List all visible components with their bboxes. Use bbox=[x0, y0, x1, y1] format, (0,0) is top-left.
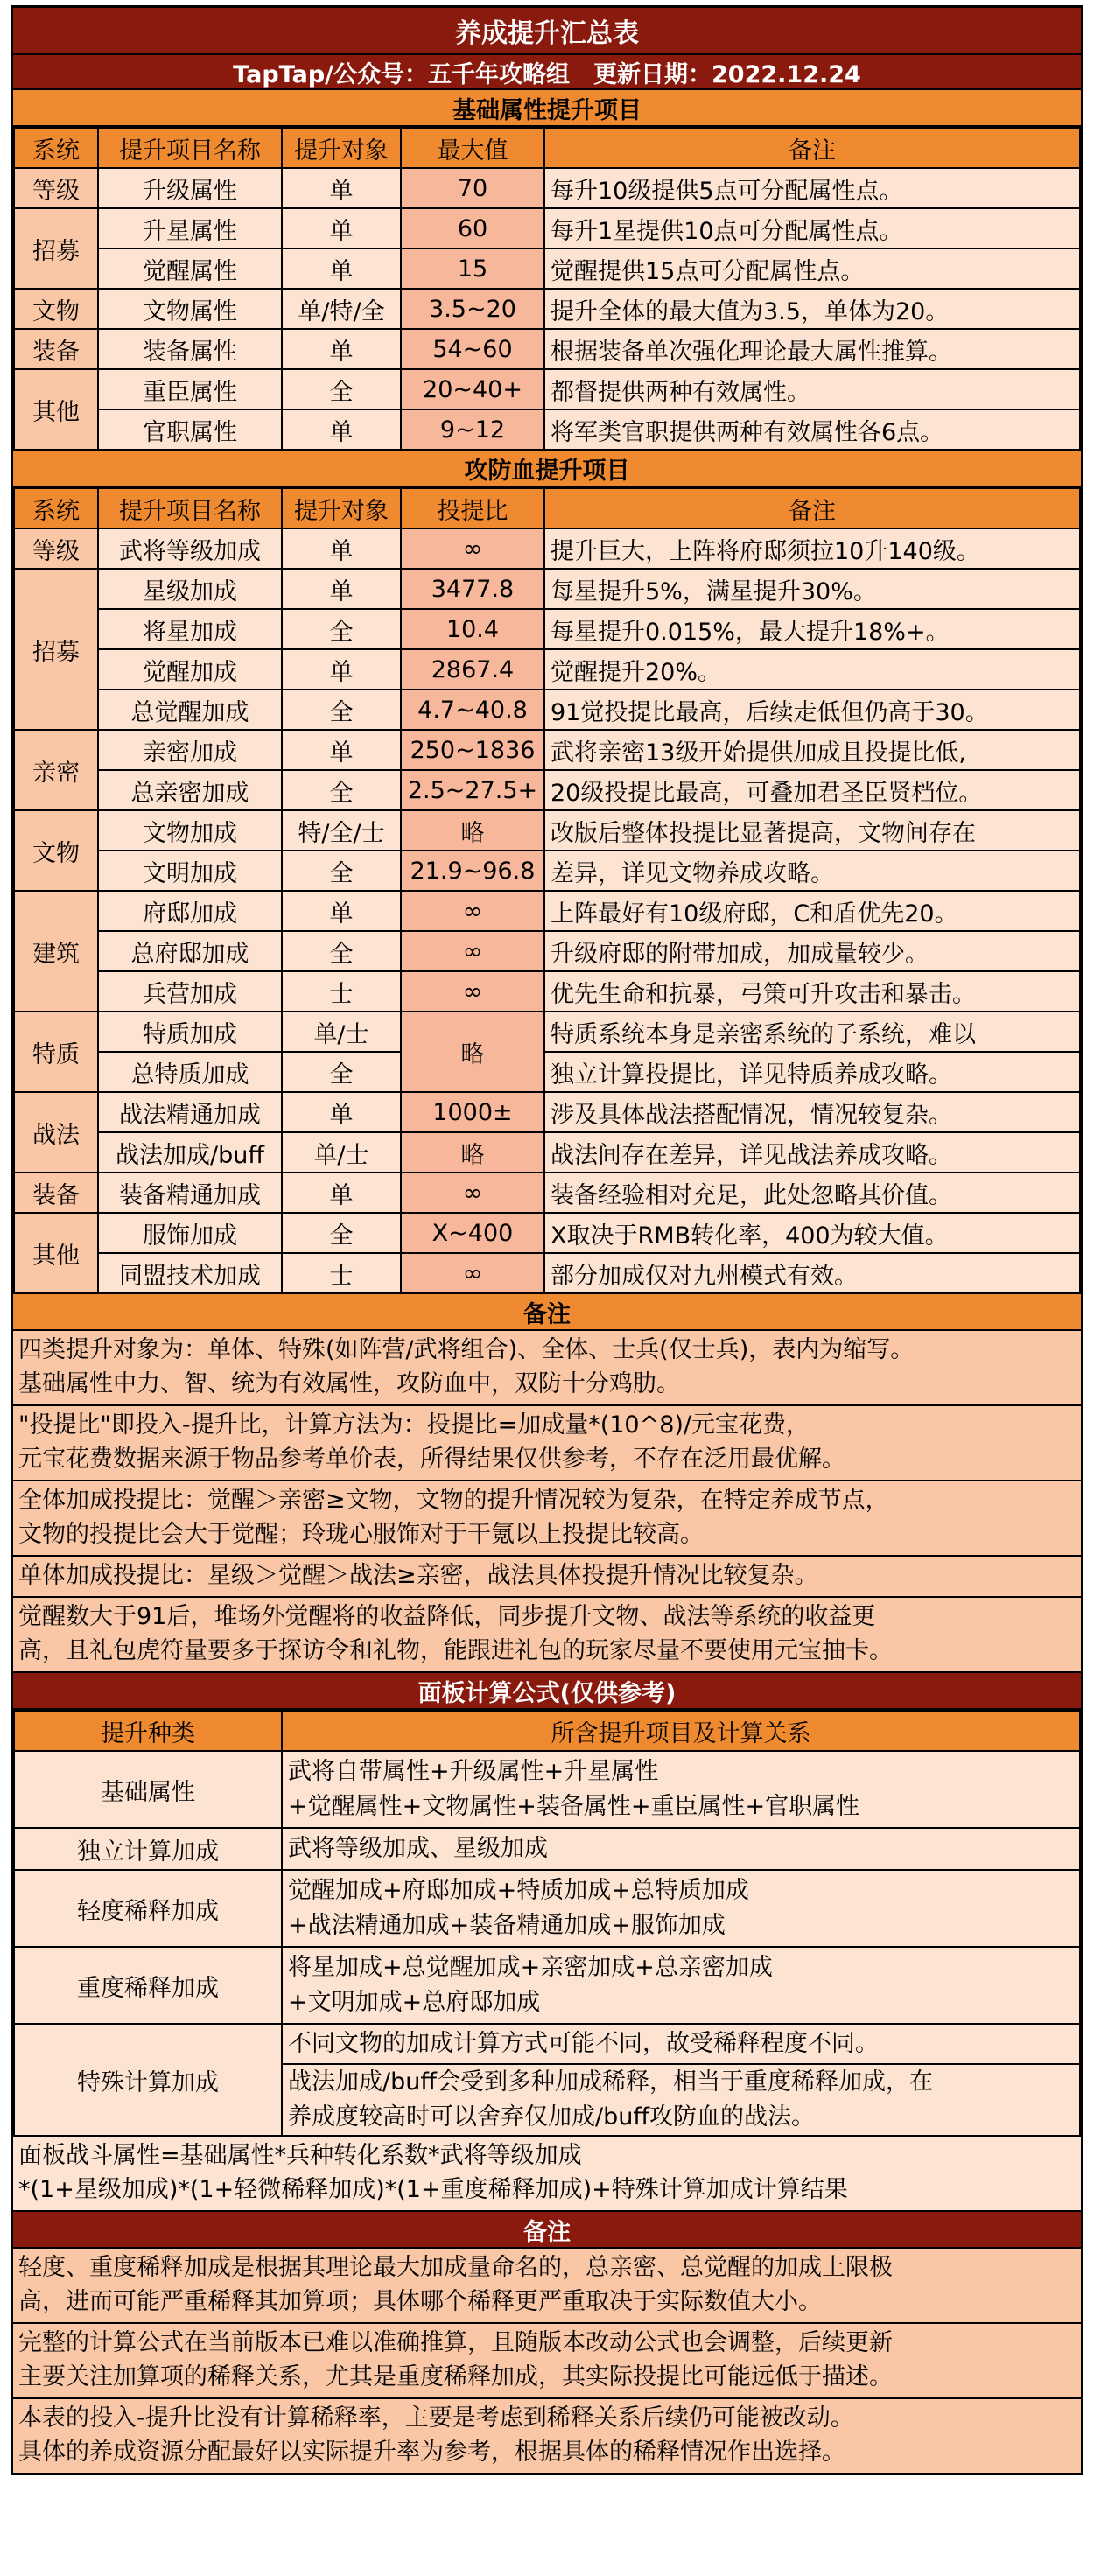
notes-block bbox=[13, 1406, 1081, 1481]
kind-cell: 重度稀释加成 bbox=[14, 1947, 282, 2024]
note-cell: 独立计算投提比，详见特质养成攻略。 bbox=[544, 1052, 1080, 1092]
table-row bbox=[14, 850, 1080, 891]
notes-block bbox=[13, 2399, 1081, 2473]
item-cell: 总府邸加成 bbox=[98, 931, 282, 971]
table-row bbox=[14, 1132, 1080, 1172]
note-line: 本表的投入-提升比没有计算稀释率，主要是考虑到稀释关系后续仍可能被改动。 bbox=[18, 2404, 854, 2432]
item-cell: 战法精通加成 bbox=[98, 1092, 282, 1132]
target-cell: 单 bbox=[282, 168, 401, 208]
relation-cell bbox=[282, 1947, 1080, 2024]
target-cell: 单/士 bbox=[282, 1132, 401, 1172]
note-cell: 都督提供两种有效属性。 bbox=[544, 369, 1080, 410]
target-cell: 单 bbox=[282, 1092, 401, 1132]
table-row bbox=[14, 369, 1080, 410]
table-row bbox=[14, 1052, 1080, 1092]
attack-section-title: 攻防血提升项目 bbox=[13, 451, 1081, 487]
target-cell: 全 bbox=[282, 609, 401, 649]
value-cell: 10.4 bbox=[401, 609, 544, 649]
note-cell: 每星提升5%，满星提升30%。 bbox=[544, 569, 1080, 609]
target-cell: 单 bbox=[282, 248, 401, 289]
target-cell: 单 bbox=[282, 528, 401, 569]
table-row bbox=[14, 1870, 1080, 1947]
table-row bbox=[14, 528, 1080, 569]
note-cell: 将军类官职提供两种有效属性各6点。 bbox=[544, 410, 1080, 450]
note-cell: 提升巨大，上阵将府邸须拉10升140级。 bbox=[544, 528, 1080, 569]
item-cell: 文明加成 bbox=[98, 850, 282, 891]
note-line: 四类提升对象为：单体、特殊(如阵营/武将组合)、全体、士兵(仅士兵)，表内为缩写。 bbox=[18, 1336, 915, 1363]
note-line: 觉醒数大于91后，堆场外觉醒将的收益降低，同步提升文物、战法等系统的收益更 bbox=[18, 1603, 876, 1630]
note-cell: 优先生命和抗暴，弓策可升攻击和暴击。 bbox=[544, 971, 1080, 1012]
item-cell: 觉醒加成 bbox=[98, 649, 282, 690]
note-cell: 武将亲密13级开始提供加成且投提比低, bbox=[544, 730, 1080, 770]
sheet-subtitle: TapTap/公众号：五千年攻略组 更新日期：2022.12.24 bbox=[13, 55, 1081, 90]
note-cell: 91觉投提比最高，后续走低但仍高于30。 bbox=[544, 690, 1080, 730]
table-row bbox=[14, 1213, 1080, 1253]
relation-line: +战法精通加成+装备精通加成+服饰加成 bbox=[288, 1912, 726, 1939]
formula-line: *(1+星级加成)*(1+轻微稀释加成)*(1+重度稀释加成)+特殊计算加成计算结果 bbox=[18, 2176, 848, 2203]
col-item: 提升项目名称 bbox=[98, 488, 282, 528]
note-cell: 上阵最好有10级府邸，C和盾优先20。 bbox=[544, 891, 1080, 931]
note-line: 文物的投提比会大于觉醒；玲珑心服饰对于干氪以上投提比较高。 bbox=[18, 1521, 704, 1548]
value-cell: 3477.8 bbox=[401, 569, 544, 609]
table-row bbox=[14, 1751, 1080, 1828]
note-cell: 部分加成仅对九州模式有效。 bbox=[544, 1253, 1080, 1293]
note-line: "投提比"即投入-提升比，计算方法为：投提比=加成量*(10^8)/元宝花费， bbox=[18, 1411, 810, 1438]
notes-block bbox=[13, 2249, 1081, 2324]
value-cell: 1000± bbox=[401, 1092, 544, 1132]
value-cell: 略 bbox=[401, 810, 544, 850]
relation-line: 将星加成+总觉醒加成+亲密加成+总亲密加成 bbox=[288, 1954, 773, 1981]
target-cell: 特/全/士 bbox=[282, 810, 401, 850]
item-cell: 总觉醒加成 bbox=[98, 690, 282, 730]
note-cell: 涉及具体战法搭配情况，情况较复杂。 bbox=[544, 1092, 1080, 1132]
table-row bbox=[14, 1172, 1080, 1213]
note-cell: 升级府邸的附带加成，加成量较少。 bbox=[544, 931, 1080, 971]
col-system: 系统 bbox=[14, 128, 98, 168]
value-cell: 4.7~40.8 bbox=[401, 690, 544, 730]
item-cell: 兵营加成 bbox=[98, 971, 282, 1012]
target-cell: 单 bbox=[282, 649, 401, 690]
value-cell: 54~60 bbox=[401, 329, 544, 369]
sheet-title: 养成提升汇总表 bbox=[13, 8, 1081, 55]
table-row bbox=[14, 329, 1080, 369]
relation-line: 武将等级加成、星级加成 bbox=[288, 1835, 548, 1862]
table-row bbox=[14, 770, 1080, 810]
note-cell: 觉醒提供15点可分配属性点。 bbox=[544, 248, 1080, 289]
table-row bbox=[14, 810, 1080, 850]
system-cell: 特质 bbox=[14, 1012, 98, 1092]
relation-cell bbox=[282, 1751, 1080, 1828]
note-cell: 差异，详见文物养成攻略。 bbox=[544, 850, 1080, 891]
system-cell: 招募 bbox=[14, 569, 98, 730]
value-cell: ∞ bbox=[401, 528, 544, 569]
value-cell: 15 bbox=[401, 248, 544, 289]
relation-line: 不同文物的加成计算方式可能不同，故受稀释程度不同。 bbox=[283, 2025, 1079, 2065]
system-cell: 其他 bbox=[14, 369, 98, 450]
item-cell: 同盟技术加成 bbox=[98, 1253, 282, 1293]
notes-block bbox=[13, 1598, 1081, 1673]
item-cell: 将星加成 bbox=[98, 609, 282, 649]
note-cell: 特质系统本身是亲密系统的子系统，难以 bbox=[544, 1012, 1080, 1052]
table-row bbox=[14, 1253, 1080, 1293]
system-cell: 等级 bbox=[14, 528, 98, 569]
relation-cell bbox=[282, 1828, 1080, 1870]
value-cell: ∞ bbox=[401, 1253, 544, 1293]
note-line: 具体的养成资源分配最好以实际提升率为参考，根据具体的稀释情况作出选择。 bbox=[18, 2439, 845, 2466]
item-cell: 战法加成/buff bbox=[98, 1132, 282, 1172]
note-cell: 改版后整体投提比显著提高，文物间存在 bbox=[544, 810, 1080, 850]
item-cell: 府邸加成 bbox=[98, 891, 282, 931]
attack-table bbox=[13, 487, 1081, 1294]
value-cell: ∞ bbox=[401, 931, 544, 971]
col-ratio: 投提比 bbox=[401, 488, 544, 528]
summary-sheet bbox=[11, 5, 1083, 2475]
target-cell: 单 bbox=[282, 410, 401, 450]
target-cell: 士 bbox=[282, 1253, 401, 1293]
item-cell: 总亲密加成 bbox=[98, 770, 282, 810]
kind-cell: 特殊计算加成 bbox=[14, 2024, 282, 2136]
note-cell: 觉醒提升20%。 bbox=[544, 649, 1080, 690]
value-cell: 3.5~20 bbox=[401, 289, 544, 329]
system-cell: 战法 bbox=[14, 1092, 98, 1172]
note-line: 高，且礼包虎符量要多于探访令和礼物，能跟进礼包的玩家尽量不要使用元宝抽卡。 bbox=[18, 1637, 893, 1664]
table-row bbox=[14, 289, 1080, 329]
col-kind: 提升种类 bbox=[14, 1711, 282, 1751]
formula-header-row bbox=[14, 1711, 1080, 1751]
target-cell: 单 bbox=[282, 891, 401, 931]
table-row bbox=[14, 891, 1080, 931]
value-cell: ∞ bbox=[401, 891, 544, 931]
value-cell: ∞ bbox=[401, 971, 544, 1012]
system-cell: 其他 bbox=[14, 1213, 98, 1293]
target-cell: 单 bbox=[282, 329, 401, 369]
note-cell: 每升10级提供5点可分配属性点。 bbox=[544, 168, 1080, 208]
notes-block bbox=[13, 1557, 1081, 1598]
relation-line: 觉醒加成+府邸加成+特质加成+总特质加成 bbox=[288, 1877, 749, 1904]
target-cell: 全 bbox=[282, 369, 401, 410]
target-cell: 全 bbox=[282, 690, 401, 730]
target-cell: 单 bbox=[282, 730, 401, 770]
note-cell: 提升全体的最大值为3.5，单体为20。 bbox=[544, 289, 1080, 329]
system-cell: 招募 bbox=[14, 208, 98, 289]
notes-block bbox=[13, 1331, 1081, 1406]
table-row bbox=[14, 971, 1080, 1012]
note-line: 单体加成投提比：星级＞觉醒＞战法≥亲密，战法具体投提升情况比较复杂。 bbox=[18, 1562, 818, 1589]
relation-cell bbox=[282, 2024, 1080, 2136]
system-cell: 建筑 bbox=[14, 891, 98, 1012]
item-cell: 文物属性 bbox=[98, 289, 282, 329]
value-cell: 250~1836 bbox=[401, 730, 544, 770]
target-cell: 单 bbox=[282, 1172, 401, 1213]
table-row bbox=[14, 569, 1080, 609]
table-row bbox=[14, 1012, 1080, 1052]
value-cell: ∞ bbox=[401, 1172, 544, 1213]
value-cell: X~400 bbox=[401, 1213, 544, 1253]
target-cell: 全 bbox=[282, 1213, 401, 1253]
note-line: 基础属性中力、智、统为有效属性，攻防血中，双防十分鸡肋。 bbox=[18, 1370, 680, 1397]
relation-line: +文明加成+总府邸加成 bbox=[288, 1989, 541, 2016]
col-note: 备注 bbox=[544, 128, 1080, 168]
table-row bbox=[14, 248, 1080, 289]
item-cell: 升星属性 bbox=[98, 208, 282, 248]
item-cell: 星级加成 bbox=[98, 569, 282, 609]
relation-line: 武将自带属性+升级属性+升星属性 bbox=[288, 1758, 659, 1785]
item-cell: 文物加成 bbox=[98, 810, 282, 850]
system-cell: 亲密 bbox=[14, 730, 98, 810]
item-cell: 武将等级加成 bbox=[98, 528, 282, 569]
formula-summary bbox=[13, 2137, 1081, 2212]
table-row bbox=[14, 1947, 1080, 2024]
note-line: 高，进而可能严重稀释其加算项；具体哪个稀释更严重取决于实际数值大小。 bbox=[18, 2288, 822, 2315]
item-cell: 重臣属性 bbox=[98, 369, 282, 410]
target-cell: 全 bbox=[282, 931, 401, 971]
table-row bbox=[14, 2024, 1080, 2136]
system-cell: 等级 bbox=[14, 168, 98, 208]
notes-block bbox=[13, 1481, 1081, 1557]
table-row bbox=[14, 1828, 1080, 1870]
value-cell: 21.9~96.8 bbox=[401, 850, 544, 891]
table-row bbox=[14, 730, 1080, 770]
relation-line: 战法加成/buff会受到多种加成稀释，相当于重度稀释加成，在 bbox=[288, 2068, 933, 2096]
formula-table bbox=[13, 1710, 1081, 2137]
attack-header-row bbox=[14, 488, 1080, 528]
item-cell: 装备精通加成 bbox=[98, 1172, 282, 1213]
table-row bbox=[14, 168, 1080, 208]
note-cell: 装备经验相对充足，此处忽略其价值。 bbox=[544, 1172, 1080, 1213]
note-line: 轻度、重度稀释加成是根据其理论最大加成量命名的，总亲密、总觉醒的加成上限极 bbox=[18, 2254, 893, 2281]
value-cell: 9~12 bbox=[401, 410, 544, 450]
table-row bbox=[14, 649, 1080, 690]
value-cell: 60 bbox=[401, 208, 544, 248]
relation-cell bbox=[282, 1870, 1080, 1947]
target-cell: 单 bbox=[282, 569, 401, 609]
note-line: 全体加成投提比：觉醒＞亲密≥文物，文物的提升情况较为复杂，在特定养成节点， bbox=[18, 1487, 889, 1514]
kind-cell: 独立计算加成 bbox=[14, 1828, 282, 1870]
table-row bbox=[14, 690, 1080, 730]
formula-section-title: 面板计算公式(仅供参考) bbox=[13, 1673, 1081, 1710]
system-cell: 装备 bbox=[14, 1172, 98, 1213]
col-note: 备注 bbox=[544, 488, 1080, 528]
item-cell: 总特质加成 bbox=[98, 1052, 282, 1092]
value-cell: 略 bbox=[401, 1012, 544, 1092]
notes2-section-title: 备注 bbox=[13, 2212, 1081, 2249]
kind-cell: 基础属性 bbox=[14, 1751, 282, 1828]
note-cell: 每升1星提供10点可分配属性点。 bbox=[544, 208, 1080, 248]
item-cell: 亲密加成 bbox=[98, 730, 282, 770]
target-cell: 单 bbox=[282, 208, 401, 248]
item-cell: 服饰加成 bbox=[98, 1213, 282, 1253]
table-row bbox=[14, 609, 1080, 649]
note-line: 元宝花费数据来源于物品参考单价表，所得结果仅供参考，不存在泛用最优解。 bbox=[18, 1446, 845, 1473]
note-line: 主要关注加算项的稀释关系，尤其是重度稀释加成，其实际投提比可能远低于描述。 bbox=[18, 2363, 893, 2390]
system-cell: 文物 bbox=[14, 289, 98, 329]
table-row bbox=[14, 410, 1080, 450]
system-cell: 装备 bbox=[14, 329, 98, 369]
value-cell: 20~40+ bbox=[401, 369, 544, 410]
col-item: 提升项目名称 bbox=[98, 128, 282, 168]
table-row bbox=[14, 208, 1080, 248]
value-cell: 2.5~27.5+ bbox=[401, 770, 544, 810]
note-cell: 战法间存在差异，详见战法养成攻略。 bbox=[544, 1132, 1080, 1172]
formula-line: 面板战斗属性=基础属性*兵种转化系数*武将等级加成 bbox=[18, 2142, 582, 2169]
target-cell: 士 bbox=[282, 971, 401, 1012]
item-cell: 官职属性 bbox=[98, 410, 282, 450]
col-target: 提升对象 bbox=[282, 488, 401, 528]
target-cell: 单/特/全 bbox=[282, 289, 401, 329]
relation-line: 养成度较高时可以舍弃仅加成/buff攻防血的战法。 bbox=[288, 2104, 815, 2131]
target-cell: 全 bbox=[282, 1052, 401, 1092]
item-cell: 装备属性 bbox=[98, 329, 282, 369]
note-line: 完整的计算公式在当前版本已难以准确推算，且随版本改动公式也会调整，后续更新 bbox=[18, 2329, 893, 2356]
note-cell: 根据装备单次强化理论最大属性推算。 bbox=[544, 329, 1080, 369]
notes-section-title: 备注 bbox=[13, 1294, 1081, 1331]
table-row bbox=[14, 931, 1080, 971]
col-target: 提升对象 bbox=[282, 128, 401, 168]
note-cell: 20级投提比最高，可叠加君圣臣贤档位。 bbox=[544, 770, 1080, 810]
notes-block bbox=[13, 2324, 1081, 2399]
item-cell: 觉醒属性 bbox=[98, 248, 282, 289]
value-cell: 70 bbox=[401, 168, 544, 208]
note-cell: 每星提升0.015%，最大提升18%+。 bbox=[544, 609, 1080, 649]
note-cell: X取决于RMB转化率，400为较大值。 bbox=[544, 1213, 1080, 1253]
col-max: 最大值 bbox=[401, 128, 544, 168]
target-cell: 全 bbox=[282, 850, 401, 891]
basic-table bbox=[13, 127, 1081, 451]
item-cell: 特质加成 bbox=[98, 1012, 282, 1052]
table-row bbox=[14, 1092, 1080, 1132]
item-cell: 升级属性 bbox=[98, 168, 282, 208]
target-cell: 单/士 bbox=[282, 1012, 401, 1052]
kind-cell: 轻度稀释加成 bbox=[14, 1870, 282, 1947]
value-cell: 略 bbox=[401, 1132, 544, 1172]
basic-section-title: 基础属性提升项目 bbox=[13, 90, 1081, 127]
basic-header-row bbox=[14, 128, 1080, 168]
system-cell: 文物 bbox=[14, 810, 98, 891]
col-system: 系统 bbox=[14, 488, 98, 528]
col-relation: 所含提升项目及计算关系 bbox=[282, 1711, 1080, 1751]
relation-line: +觉醒属性+文物属性+装备属性+重臣属性+官职属性 bbox=[288, 1793, 860, 1820]
target-cell: 全 bbox=[282, 770, 401, 810]
value-cell: 2867.4 bbox=[401, 649, 544, 690]
